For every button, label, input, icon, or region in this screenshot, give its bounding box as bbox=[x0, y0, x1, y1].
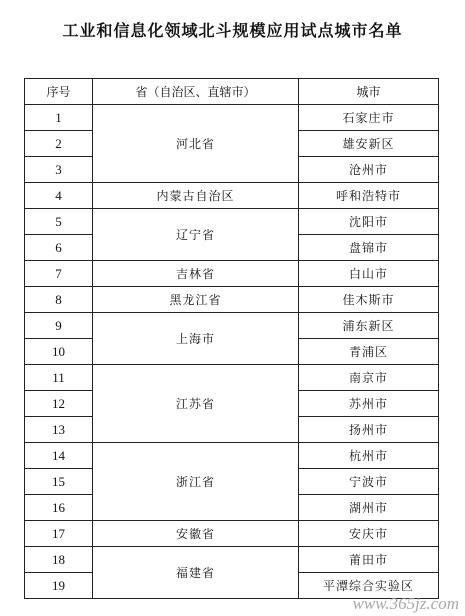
province-cell: 浙江省 bbox=[93, 443, 299, 521]
row-number: 5 bbox=[25, 209, 93, 235]
row-number: 13 bbox=[25, 417, 93, 443]
row-number: 11 bbox=[25, 365, 93, 391]
header-province: 省（自治区、直辖市） bbox=[93, 79, 299, 105]
table-row bbox=[25, 313, 439, 339]
table-row bbox=[25, 443, 439, 469]
province-cell: 辽宁省 bbox=[93, 209, 299, 261]
table-header-row bbox=[25, 79, 439, 105]
city-cell: 佳木斯市 bbox=[299, 287, 439, 313]
table-body bbox=[25, 105, 439, 599]
province-cell: 吉林省 bbox=[93, 261, 299, 287]
table-row bbox=[25, 105, 439, 131]
city-cell: 平潭综合实验区 bbox=[299, 573, 439, 599]
city-cell: 扬州市 bbox=[299, 417, 439, 443]
province-cell: 安徽省 bbox=[93, 521, 299, 547]
city-cell: 青浦区 bbox=[299, 339, 439, 365]
city-cell: 沈阳市 bbox=[299, 209, 439, 235]
city-cell: 宁波市 bbox=[299, 469, 439, 495]
row-number: 15 bbox=[25, 469, 93, 495]
page-title: 工业和信息化领域北斗规模应用试点城市名单 bbox=[62, 21, 403, 40]
table-row bbox=[25, 261, 439, 287]
row-number: 16 bbox=[25, 495, 93, 521]
city-cell: 白山市 bbox=[299, 261, 439, 287]
city-cell: 呼和浩特市 bbox=[299, 183, 439, 209]
row-number: 1 bbox=[25, 105, 93, 131]
city-cell: 雄安新区 bbox=[299, 131, 439, 157]
province-cell: 内蒙古自治区 bbox=[93, 183, 299, 209]
pilot-city-table bbox=[24, 78, 439, 599]
city-cell: 湖州市 bbox=[299, 495, 439, 521]
row-number: 8 bbox=[25, 287, 93, 313]
table-row bbox=[25, 521, 439, 547]
city-cell: 盘锦市 bbox=[299, 235, 439, 261]
table-row bbox=[25, 183, 439, 209]
row-number: 18 bbox=[25, 547, 93, 573]
city-cell: 南京市 bbox=[299, 365, 439, 391]
row-number: 4 bbox=[25, 183, 93, 209]
row-number: 3 bbox=[25, 157, 93, 183]
province-cell: 江苏省 bbox=[93, 365, 299, 443]
city-cell: 沧州市 bbox=[299, 157, 439, 183]
city-cell: 杭州市 bbox=[299, 443, 439, 469]
row-number: 10 bbox=[25, 339, 93, 365]
row-number: 12 bbox=[25, 391, 93, 417]
row-number: 7 bbox=[25, 261, 93, 287]
row-number: 17 bbox=[25, 521, 93, 547]
row-number: 14 bbox=[25, 443, 93, 469]
row-number: 19 bbox=[25, 573, 93, 599]
header-no: 序号 bbox=[25, 79, 93, 105]
city-cell: 安庆市 bbox=[299, 521, 439, 547]
city-cell: 石家庄市 bbox=[299, 105, 439, 131]
row-number: 6 bbox=[25, 235, 93, 261]
city-cell: 浦东新区 bbox=[299, 313, 439, 339]
city-cell: 莆田市 bbox=[299, 547, 439, 573]
province-cell: 黑龙江省 bbox=[93, 287, 299, 313]
row-number: 2 bbox=[25, 131, 93, 157]
province-cell: 福建省 bbox=[93, 547, 299, 599]
watermark: www.365jz.com bbox=[352, 594, 459, 613]
table-row bbox=[25, 547, 439, 573]
city-cell: 苏州市 bbox=[299, 391, 439, 417]
table-row bbox=[25, 365, 439, 391]
table-row bbox=[25, 209, 439, 235]
province-cell: 河北省 bbox=[93, 105, 299, 183]
header-city: 城市 bbox=[299, 79, 439, 105]
table-row bbox=[25, 287, 439, 313]
province-cell: 上海市 bbox=[93, 313, 299, 365]
row-number: 9 bbox=[25, 313, 93, 339]
